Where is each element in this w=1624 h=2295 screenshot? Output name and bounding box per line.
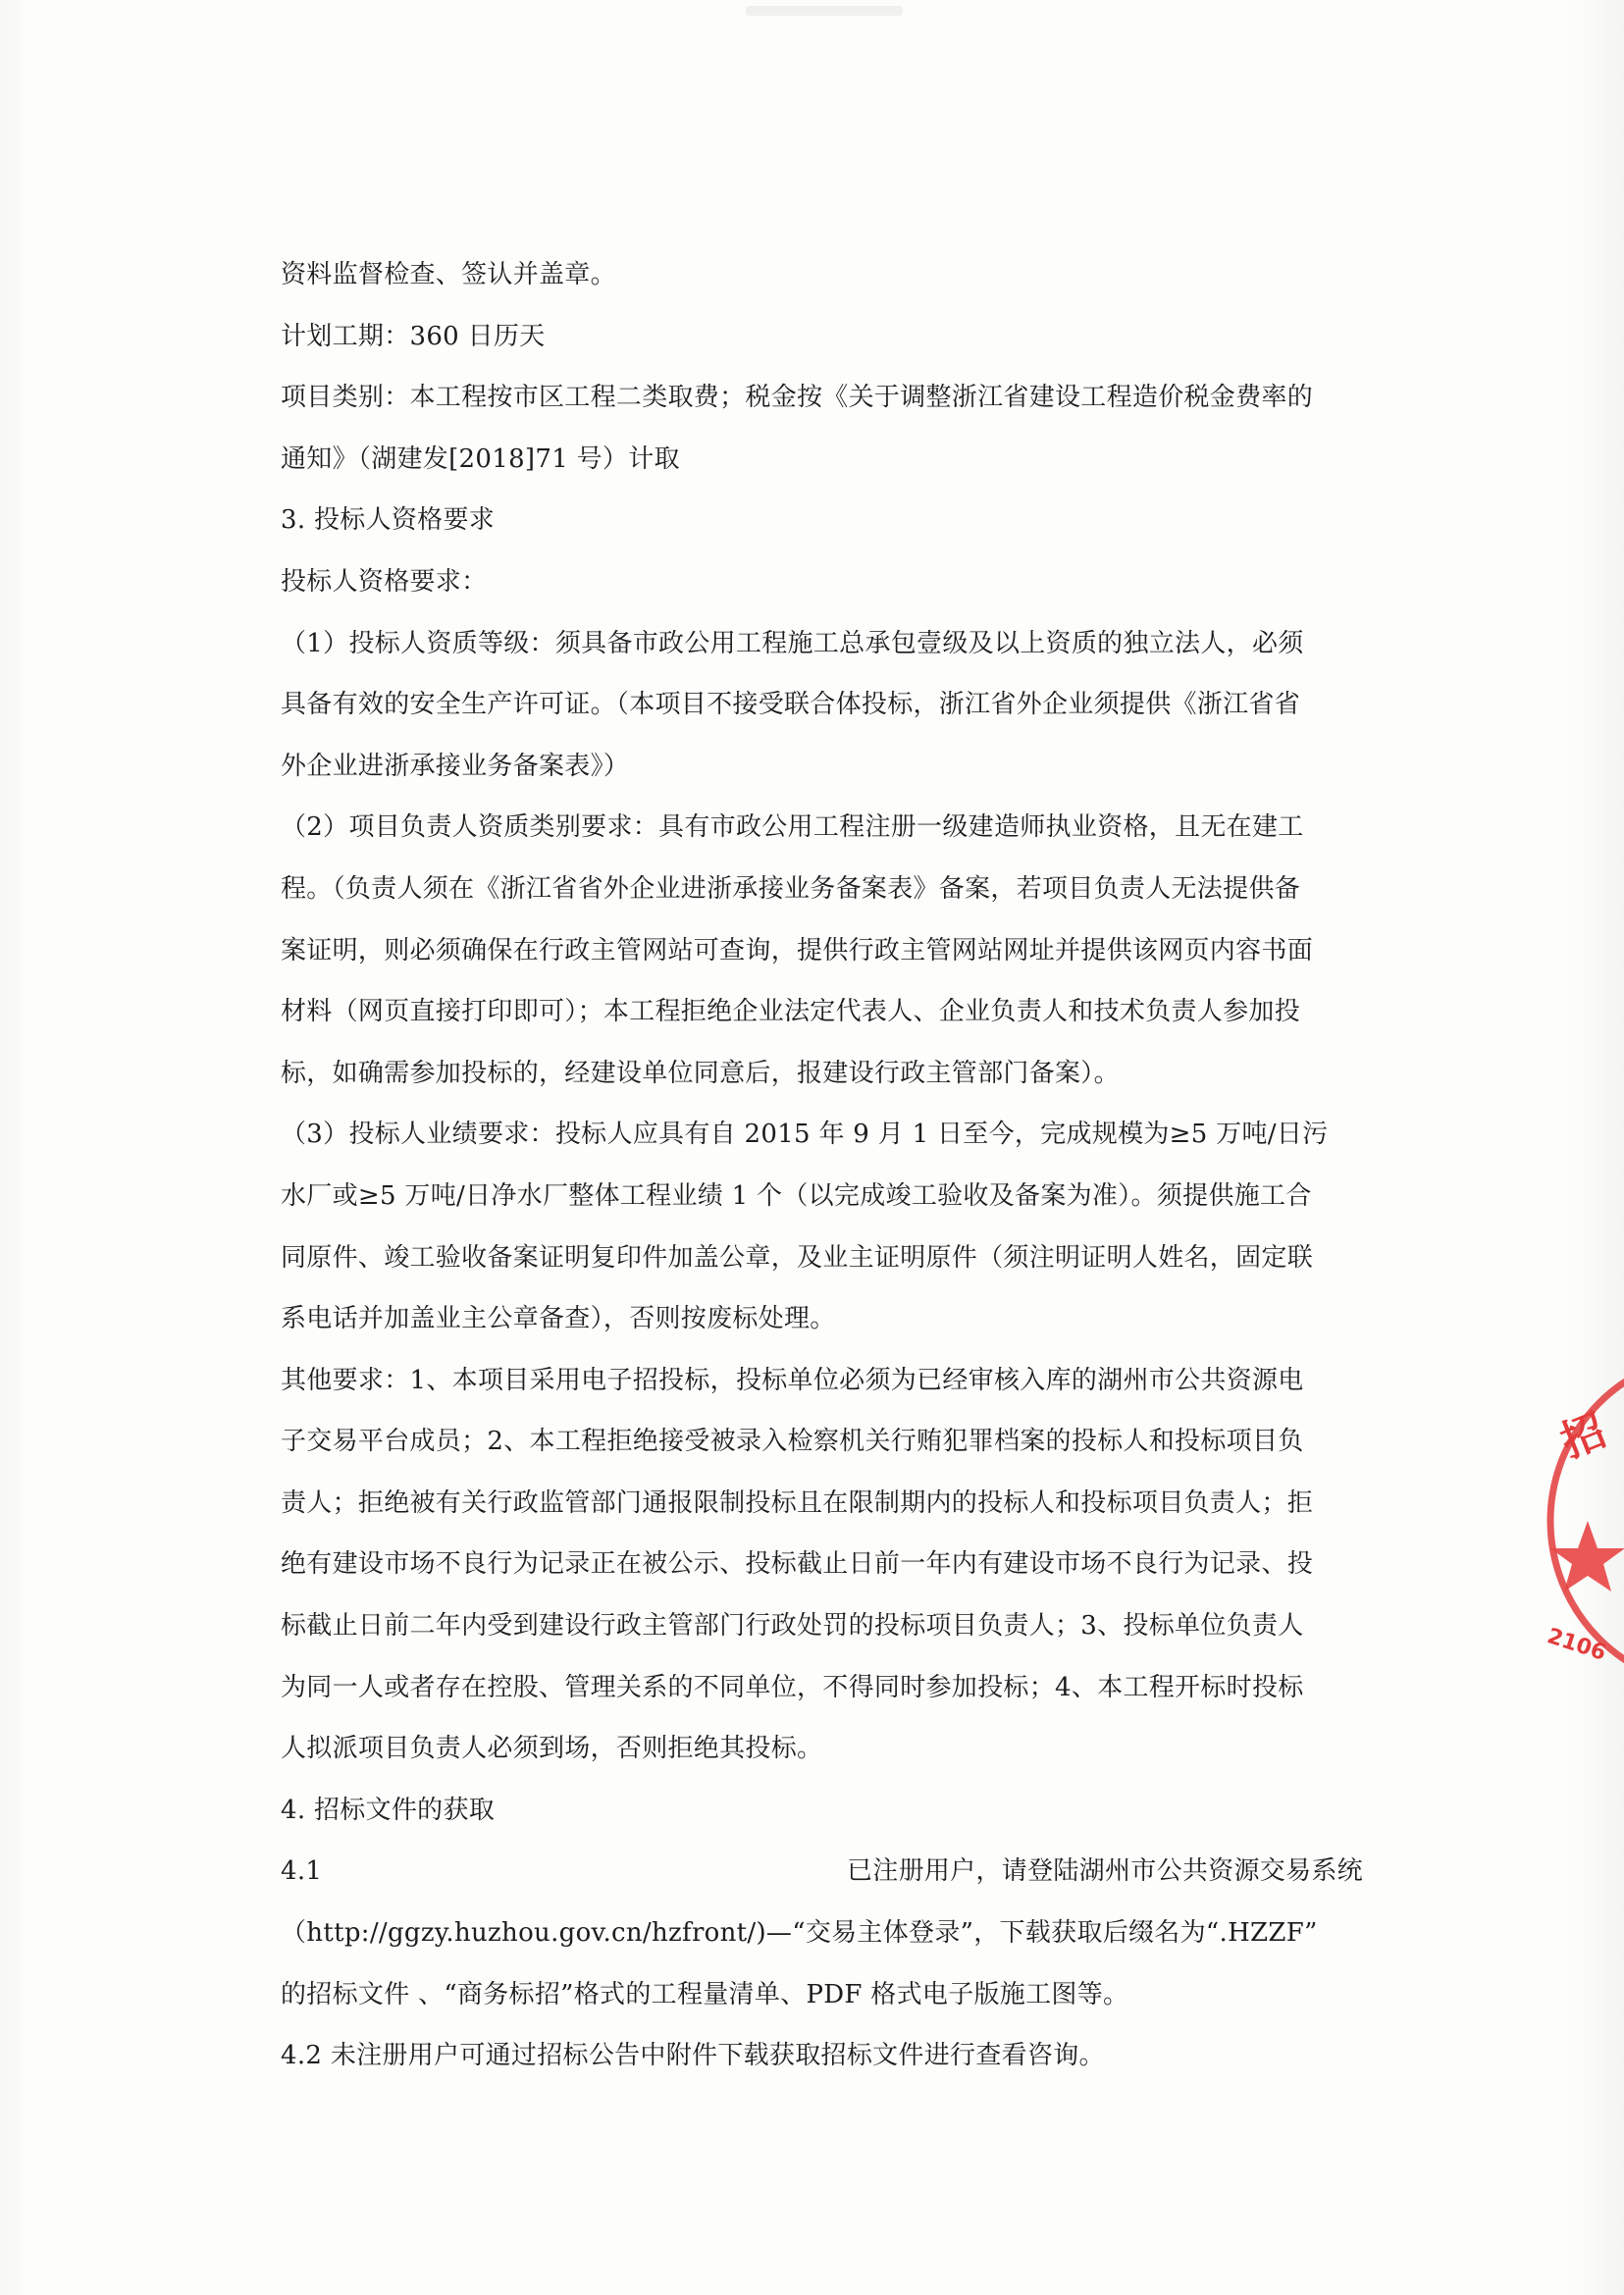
seal-character: 招 [1553,1405,1613,1469]
text-line: 标截止日前二年内受到建设行政主管部门行政处罚的投标项目负责人；3、投标单位负责人 [281,1611,1304,1642]
text-line: 具备有效的安全生产许可证。（本项目不接受联合体投标，浙江省外企业须提供《浙江省省 [281,690,1301,720]
text-line: 外企业进浙承接业务备案表》） [281,751,630,781]
text-line: 资料监督检查、签认并盖章。 [281,260,616,289]
text-line: （http://ggzy.huzhou.gov.cn/hzfront/)—“交易主体登录”，下载获取后缀名为“.HZZF” [281,1918,1318,1949]
text-line: （3）投标人业绩要求：投标人应具有自 2015 年 9 月 1 日至今，完成规模为≥5 万吨/日污 [281,1120,1329,1150]
text-line: 责人；拒绝被有关行政监管部门通报限制投标且在限制期内的投标人和投标项目负责人；拒 [281,1487,1314,1518]
text-line: （1）投标人资质等级：须具备市政公用工程施工总承包壹级及以上资质的独立法人，必须 [281,628,1304,658]
text-line: 同原件、竣工验收备案证明复印件加盖公章，及业主证明原件（须注明证明人姓名，固定联 [281,1242,1314,1273]
section-heading: 3. 投标人资格要求 [281,505,496,536]
seal-number: 2106 [1544,1624,1609,1666]
scan-artifact [746,6,903,16]
text-line: 子交易平台成员；2、本工程拒绝接受被录入检察机关行贿犯罪档案的投标人和投标项目负 [281,1427,1304,1457]
text-line: 材料（网页直接打印即可）；本工程拒绝企业法定代表人、企业负责人和技术负责人参加投 [281,997,1301,1027]
text-line: 计划工期：360 日历天 [281,321,546,351]
text-line: 4.2 未注册用户可通过招标公告中附件下载获取招标文件进行查看咨询。 [281,2041,1105,2071]
section-heading: 4. 招标文件的获取 [281,1795,496,1825]
text-line: （2）项目负责人资质类别要求：具有市政公用工程注册一级建造师执业资格，且无在建工 [281,812,1304,843]
official-seal [1541,1354,1624,1688]
text-line: 为同一人或者存在控股、管理关系的不同单位，不得同时参加投标；4、本工程开标时投标 [281,1672,1304,1702]
section-4-1-line [281,1841,1380,1903]
text-line: 案证明，则必须确保在行政主管网站可查询，提供行政主管网站网址并提供该网页内容书面 [281,935,1314,965]
section-number: 4.1 [281,1856,323,1887]
text-line: 水厂或≥5 万吨/日净水厂整体工程业绩 1 个（以完成竣工验收及备案为准）。须提供施工合 [281,1180,1312,1211]
text-line: 投标人资格要求： [281,566,488,597]
section-text: 已注册用户，请登陆湖州市公共资源交易系统 [846,1856,1363,1887]
text-line: 系电话并加盖业主公章备查），否则按废标处理。 [281,1304,836,1334]
text-line: 程。（负责人须在《浙江省省外企业进浙承接业务备案表》备案，若项目负责人无法提供备 [281,873,1301,904]
text-line: 标，如确需参加投标的，经建设单位同意后，报建设行政主管部门备案）。 [281,1058,1120,1088]
text-line: 其他要求：1、本项目采用电子招投标，投标单位必须为已经审核入库的湖州市公共资源电 [281,1365,1304,1395]
text-line: 人拟派项目负责人必须到场，否则拒绝其投标。 [281,1734,823,1764]
text-line: 的招标文件 、“商务标招”格式的工程量清单、PDF 格式电子版施工图等。 [281,1979,1129,2009]
text-line: 项目类别：本工程按市区工程二类取费；税金按《关于调整浙江省建设工程造价税金费率的 [281,383,1314,413]
text-line: 绝有建设市场不良行为记录正在被公示、投标截止日前一年内有建设市场不良行为记录、投 [281,1549,1314,1580]
document-body [281,244,1380,2087]
text-line: 通知》（湖建发[2018]71 号）计取 [281,443,680,474]
